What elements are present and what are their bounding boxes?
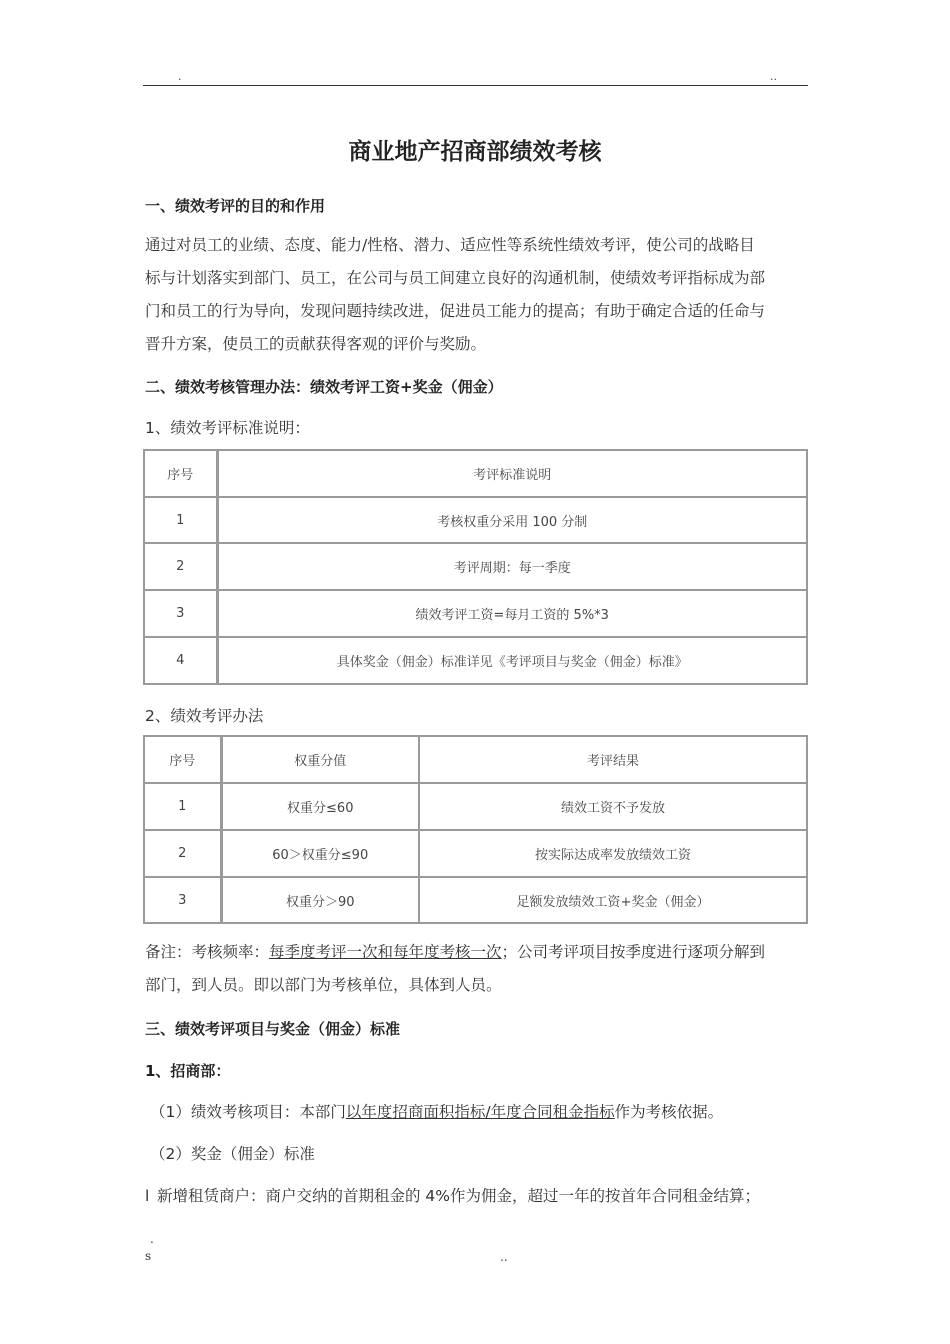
note-prefix: 备注：考核频率： [145, 943, 270, 961]
table-header-cell: 序号 [144, 450, 217, 497]
item1-underlined: 以年度招商面积指标/年度合同租金指标 [345, 1103, 615, 1121]
header-rule [143, 85, 808, 86]
bullet-line [145, 1184, 760, 1206]
section3-heading: 三、绩效考评项目与奖金（佣金）标准 [145, 1020, 401, 1038]
item1-line [150, 1100, 723, 1122]
section2-sub1: 1、绩效考评标准说明： [145, 419, 310, 437]
method-table [143, 735, 808, 924]
table-cell: 具体奖金（佣金）标准详见《考评项目与奖金（佣金）标准》 [217, 637, 807, 684]
table-cell: 绩效考评工资=每月工资的 5%*3 [217, 590, 807, 637]
table-header-row [144, 736, 807, 783]
item2-line: （2）奖金（佣金）标准 [150, 1145, 315, 1163]
table-header-cell: 序号 [144, 736, 221, 783]
section1-line: 门和员工的行为导向，发现问题持续改进，促进员工能力的提高；有助于确定合适的任命与 [145, 302, 766, 320]
table-cell: 绩效工资不予发放 [419, 783, 807, 830]
table-cell: 权重分≤60 [221, 783, 419, 830]
table-row [144, 830, 807, 877]
table-cell: 2 [144, 543, 217, 590]
table-row [144, 590, 807, 637]
table-row [144, 543, 807, 590]
table-cell: 3 [144, 590, 217, 637]
section1-line: 通过对员工的业绩、态度、能力/性格、潜力、适应性等系统性绩效考评，使公司的战略目 [145, 236, 755, 254]
page-title: 商业地产招商部绩效考核 [348, 139, 602, 165]
note-underlined: 每季度考评一次和每年度考核一次 [269, 943, 502, 961]
note-paragraph [145, 936, 810, 1002]
section2-heading: 二、绩效考核管理办法：绩效考评工资+奖金（佣金） [145, 378, 503, 396]
table-cell: 考评周期：每一季度 [217, 543, 807, 590]
header-right-mark: .. [770, 70, 777, 83]
section1-heading: 一、绩效考评的目的和作用 [145, 197, 326, 215]
table-row [144, 637, 807, 684]
table-cell: 3 [144, 877, 221, 923]
table-cell: 1 [144, 783, 221, 830]
bullet-text: 新增租赁商户：商户交纳的首期租金的 4%作为佣金，超过一年的按首年合同租金结算； [157, 1187, 761, 1205]
table-cell: 考核权重分采用 100 分制 [217, 497, 807, 543]
item1-prefix: （1）绩效考核项目：本部门 [150, 1103, 346, 1121]
footer-left: s [145, 1249, 152, 1263]
section1-paragraph [145, 229, 810, 361]
table-cell: 4 [144, 637, 217, 684]
table-cell: 按实际达成率发放绩效工资 [419, 830, 807, 877]
table-cell: 2 [144, 830, 221, 877]
section1-line: 晋升方案，使员工的贡献获得客观的评价与奖励。 [145, 335, 487, 353]
note-line [145, 936, 810, 969]
note-line: 部门，到人员。即以部门为考核单位，具体到人员。 [145, 976, 502, 994]
table-header-cell: 权重分值 [221, 736, 419, 783]
footer-center: .. [500, 1250, 508, 1264]
table-cell: 60＞权重分≤90 [221, 830, 419, 877]
table-row [144, 497, 807, 543]
table-cell: 足额发放绩效工资+奖金（佣金） [419, 877, 807, 923]
table-cell: 权重分＞90 [221, 877, 419, 923]
section2-sub2: 2、绩效考评办法 [145, 707, 264, 725]
bullet-mark: l [145, 1187, 150, 1205]
table-cell: 1 [144, 497, 217, 543]
item1-suffix: 作为考核依据。 [614, 1103, 724, 1121]
note-rest: ；公司考评项目按季度进行逐项分解到 [501, 943, 766, 961]
section3-sub1: 1、招商部： [145, 1062, 231, 1080]
table-row [144, 783, 807, 830]
table-header-cell: 考评结果 [419, 736, 807, 783]
header-left-mark: . [178, 70, 182, 83]
table-header-cell: 考评标准说明 [217, 450, 807, 497]
footer-dot: . [150, 1232, 154, 1246]
table-row [144, 877, 807, 923]
section1-line: 标与计划落实到部门、员工，在公司与员工间建立良好的沟通机制，使绩效考评指标成为部 [145, 269, 766, 287]
table-header-row [144, 450, 807, 497]
standards-table [143, 449, 808, 685]
